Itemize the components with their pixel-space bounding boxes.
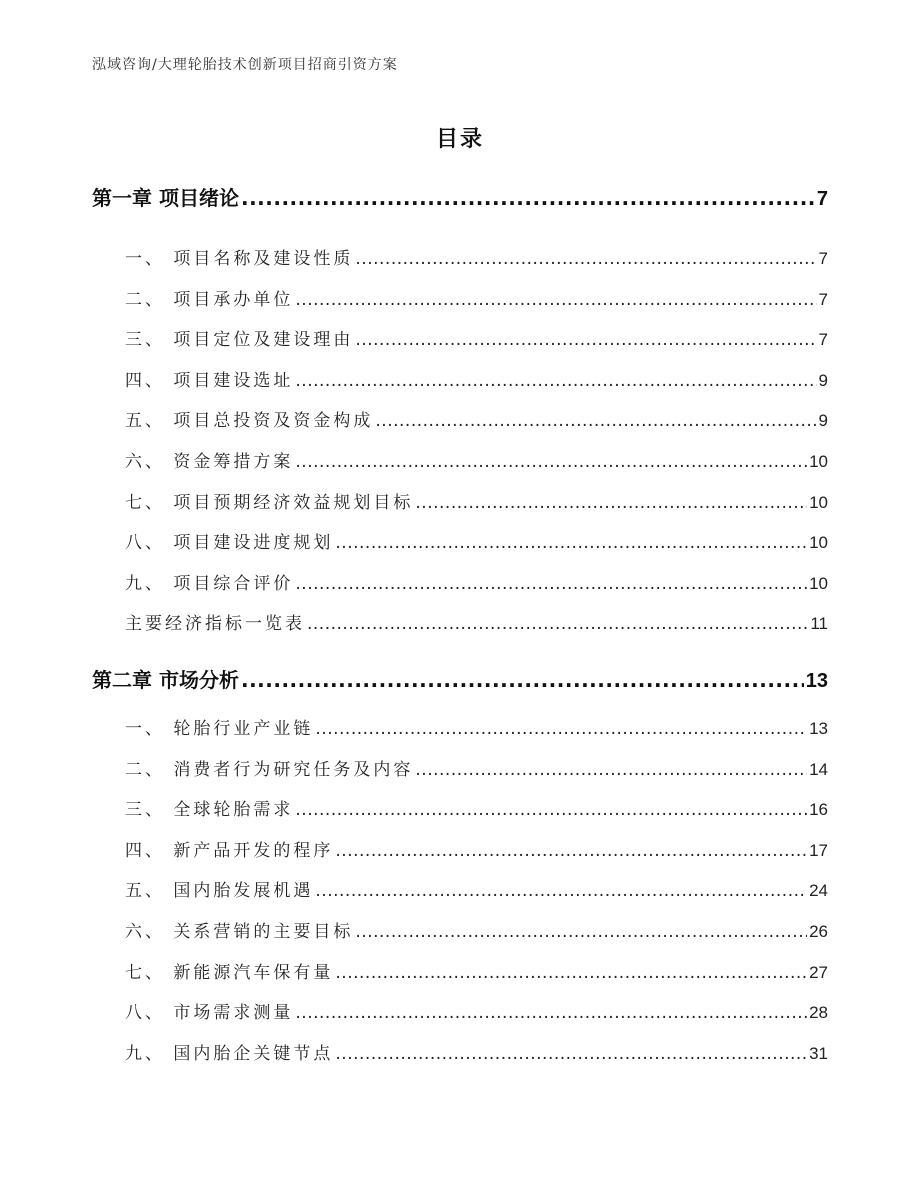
dot-leader <box>375 411 816 431</box>
dot-leader <box>295 800 807 820</box>
toc-entry[interactable] <box>125 755 828 780</box>
dot-leader <box>335 841 807 861</box>
toc-entry-label: 主要经济指标一览表 <box>125 614 305 634</box>
toc-entry-label: 二、 项目承办单位 <box>125 290 294 310</box>
dot-leader <box>355 249 816 269</box>
dot-leader <box>295 290 816 310</box>
dot-leader <box>355 330 816 350</box>
toc-entry[interactable] <box>125 366 828 391</box>
toc-page-number: 9 <box>818 411 828 430</box>
running-header: 泓域咨询/大理轮胎技术创新项目招商引资方案 <box>92 57 398 73</box>
toc-page-number: 7 <box>818 330 828 349</box>
toc-chapter[interactable] <box>92 182 828 211</box>
toc-page-number: 13 <box>809 719 828 738</box>
dot-leader <box>307 614 808 634</box>
toc-page-number: 7 <box>818 249 828 268</box>
toc-page-number: 7 <box>818 290 828 309</box>
toc-entry[interactable] <box>125 998 828 1023</box>
toc-page-number: 10 <box>809 493 828 512</box>
toc-title: 目录 <box>435 127 484 152</box>
toc-entry-label: 一、 项目名称及建设性质 <box>125 249 354 269</box>
dot-leader <box>295 1003 807 1023</box>
toc-entry-label: 五、 项目总投资及资金构成 <box>125 411 374 431</box>
dot-leader <box>335 533 807 553</box>
toc-page-number: 10 <box>809 533 828 552</box>
dot-leader <box>315 881 807 901</box>
toc-entry-label: 七、 新能源汽车保有量 <box>125 963 334 983</box>
toc-page-number: 10 <box>809 452 828 471</box>
dot-leader <box>355 922 807 942</box>
toc-entry[interactable] <box>125 714 828 739</box>
dot-leader <box>335 1044 807 1064</box>
dot-leader <box>415 493 807 513</box>
toc-page-number: 17 <box>809 841 828 860</box>
toc-page-number: 26 <box>809 922 828 941</box>
toc-page-number: 16 <box>809 800 828 819</box>
toc-entry-label: 三、 项目定位及建设理由 <box>125 330 354 350</box>
toc-entry[interactable] <box>125 528 828 553</box>
toc-entry[interactable] <box>125 1039 828 1064</box>
toc-entry[interactable] <box>125 569 828 594</box>
toc-entry-label: 八、 项目建设进度规划 <box>125 533 334 553</box>
toc-entry-label: 七、 项目预期经济效益规划目标 <box>125 493 414 513</box>
toc-chapter[interactable] <box>92 664 828 693</box>
toc-entry-label: 九、 项目综合评价 <box>125 574 294 594</box>
toc-page-number: 27 <box>809 963 828 982</box>
dot-leader <box>415 760 807 780</box>
toc-entry-label: 一、 轮胎行业产业链 <box>125 719 314 739</box>
toc-entry-label: 四、 项目建设选址 <box>125 371 294 391</box>
toc-entry[interactable] <box>125 795 828 820</box>
toc-page-number: 11 <box>810 614 828 633</box>
toc-entry[interactable] <box>125 609 828 634</box>
dot-leader <box>335 963 807 983</box>
toc-entry-label: 第一章 项目绪论 <box>92 186 239 210</box>
toc-entry-label: 六、 关系营销的主要目标 <box>125 922 354 942</box>
toc-page-number: 14 <box>809 760 828 779</box>
toc-entry-label: 八、 市场需求测量 <box>125 1003 294 1023</box>
toc-entry[interactable] <box>125 958 828 983</box>
toc-entry[interactable] <box>125 325 828 350</box>
toc-page-number: 13 <box>805 670 828 692</box>
dot-leader <box>315 719 807 739</box>
dot-leader <box>241 668 804 692</box>
toc-entry[interactable] <box>125 488 828 513</box>
toc-page-number: 31 <box>809 1044 828 1063</box>
toc-page-number: 7 <box>816 188 828 210</box>
toc-entry[interactable] <box>125 917 828 942</box>
toc-entry[interactable] <box>125 876 828 901</box>
toc-page-number: 28 <box>809 1003 828 1022</box>
dot-leader <box>241 186 815 210</box>
toc-page-number: 10 <box>809 574 828 593</box>
toc-entry-label: 二、 消费者行为研究任务及内容 <box>125 760 414 780</box>
toc-entry-label: 九、 国内胎企关键节点 <box>125 1044 334 1064</box>
toc-entry[interactable] <box>125 406 828 431</box>
toc-entry[interactable] <box>125 447 828 472</box>
dot-leader <box>295 452 807 472</box>
toc-entry[interactable] <box>125 285 828 310</box>
toc-page-number: 24 <box>809 881 828 900</box>
toc-entry[interactable] <box>125 244 828 269</box>
toc-entry-label: 三、 全球轮胎需求 <box>125 800 294 820</box>
dot-leader <box>295 371 816 391</box>
toc-entry[interactable] <box>125 836 828 861</box>
toc-entry-label: 五、 国内胎发展机遇 <box>125 881 314 901</box>
dot-leader <box>295 574 807 594</box>
toc-entry-label: 六、 资金筹措方案 <box>125 452 294 472</box>
toc-entry-label: 四、 新产品开发的程序 <box>125 841 334 861</box>
toc-page-number: 9 <box>818 371 828 390</box>
toc-entry-label: 第二章 市场分析 <box>92 668 239 692</box>
